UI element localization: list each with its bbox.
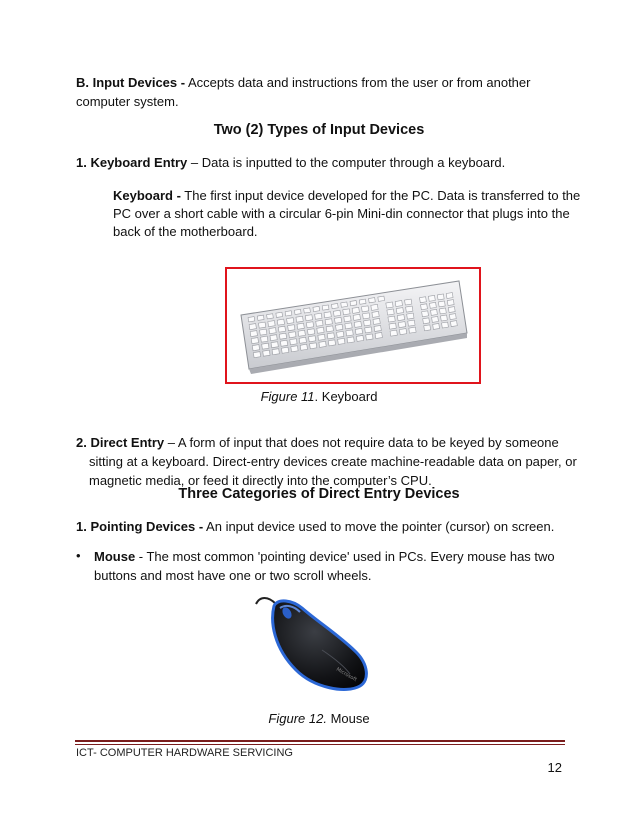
keyboard-key: [299, 337, 306, 343]
page-number: 12: [547, 760, 562, 775]
keyboard-key: [366, 334, 373, 340]
keyboard-key: [261, 336, 268, 342]
keyboard-key: [353, 314, 360, 320]
keyboard-key: [352, 307, 359, 313]
keyboard-key: [364, 320, 371, 326]
keyboard-key: [307, 329, 314, 335]
keyboard-key: [375, 332, 382, 338]
keyboard-key: [318, 334, 325, 340]
keyboard-key: [252, 345, 259, 351]
keyboard-key: [347, 337, 354, 343]
item-pointing-text: An input device used to move the pointer (cursor) on screen.: [203, 519, 555, 534]
keyboard-key: [251, 338, 258, 344]
keyboard-key: [441, 315, 448, 321]
item-keyboard-entry: [76, 153, 505, 172]
keyboard-key: [326, 326, 333, 332]
keyboard-key: [428, 295, 435, 301]
keyboard-key: [405, 299, 412, 305]
keyboard-key: [279, 333, 286, 339]
keyboard-key: [248, 317, 255, 322]
keyboard-key: [298, 330, 305, 336]
keyboard-key: [263, 350, 270, 356]
keyboard-key: [324, 312, 331, 318]
figure-12-label: Figure 12.: [268, 711, 327, 726]
item-direct-entry-line1: [76, 433, 564, 452]
keyboard-key: [336, 324, 343, 330]
keyboard-key: [280, 340, 287, 346]
keyboard-key: [407, 313, 414, 319]
keyboard-key: [250, 331, 257, 337]
keyboard-key: [389, 323, 396, 329]
keyboard-key: [315, 313, 322, 319]
keyboard-key: [291, 346, 298, 352]
keyboard-key: [278, 326, 285, 332]
keyboard-desc-line3: back of the motherboard.: [113, 224, 258, 239]
keyboard-key: [433, 323, 440, 329]
keyboard-key: [449, 314, 456, 320]
keyboard-key: [258, 322, 265, 328]
mouse-bullet: •: [76, 548, 81, 563]
keyboard-key: [450, 321, 457, 327]
keyboard-key: [331, 303, 338, 308]
keyboard-key: [305, 315, 312, 321]
keyboard-key: [296, 316, 303, 322]
keyboard-key: [253, 352, 260, 358]
keyboard-key: [257, 315, 264, 320]
keyboard-key: [388, 316, 395, 322]
keyboard-key: [277, 319, 284, 325]
keyboard-key: [395, 301, 402, 307]
keyboard-key: [406, 306, 413, 312]
section-b-text: Accepts data and instructions from the user or from another: [185, 75, 531, 90]
keyboard-key: [421, 304, 428, 310]
keyboard-key: [300, 344, 307, 350]
keyboard-key: [369, 298, 376, 303]
item-direct-entry-label: 2. Direct Entry: [76, 435, 165, 450]
figure-12-text: Mouse: [326, 711, 370, 726]
keyboard-key: [270, 335, 277, 341]
keyboard-image: [227, 269, 479, 382]
keyboard-key: [446, 293, 453, 299]
keyboard-key: [325, 319, 332, 325]
item-direct-entry-text1: – A form of input that does not require data to be keyed by someone: [164, 435, 559, 450]
keyboard-key: [346, 330, 353, 336]
keyboard-key: [328, 340, 335, 346]
keyboard-key: [287, 318, 294, 324]
keyboard-key: [294, 309, 301, 314]
keyboard-key: [310, 343, 317, 349]
item-keyboard-entry-text: – Data is inputted to the computer through a keyboard.: [187, 155, 506, 170]
keyboard-key: [448, 307, 455, 313]
footer-title: ICT- COMPUTER HARDWARE SERVICING: [76, 747, 293, 759]
mouse-desc-text1: - The most common 'pointing device' used in PCs. Every mouse has two: [135, 549, 555, 564]
keyboard-key: [355, 328, 362, 334]
keyboard-key: [249, 324, 256, 330]
keyboard-key: [290, 339, 297, 345]
heading-input-types: Two (2) Types of Input Devices: [213, 122, 425, 138]
keyboard-figure-frame: [225, 267, 481, 384]
keyboard-key: [304, 308, 311, 313]
keyboard-key: [447, 300, 454, 306]
keyboard-key: [372, 311, 379, 317]
keyboard-key: [439, 308, 446, 314]
keyboard-key: [316, 320, 323, 326]
mouse-image: [252, 590, 376, 702]
keyboard-key: [423, 318, 430, 324]
keyboard-key: [442, 322, 449, 328]
keyboard-desc-line1: [113, 186, 580, 205]
keyboard-key: [322, 305, 329, 310]
item-pointing-label: 1. Pointing Devices -: [76, 519, 204, 534]
keyboard-key: [344, 316, 351, 322]
keyboard-key: [356, 335, 363, 341]
keyboard-key: [285, 311, 292, 316]
keyboard-key: [271, 342, 278, 348]
keyboard-key: [365, 327, 372, 333]
figure-12-caption: [0, 711, 638, 726]
keyboard-key: [341, 302, 348, 307]
keyboard-key: [371, 304, 378, 310]
keyboard-key: [396, 308, 403, 314]
keyboard-key: [272, 349, 279, 355]
keyboard-key: [281, 347, 288, 353]
keyboard-key: [313, 306, 320, 311]
keyboard-key: [333, 310, 340, 316]
keyboard-key: [317, 327, 324, 333]
keyboard-key: [399, 329, 406, 335]
keyboard-key: [337, 331, 344, 337]
keyboard-key: [408, 320, 415, 326]
keyboard-key: [297, 323, 304, 329]
keyboard-desc-text1: The first input device developed for the PC. Data is transferred to the: [180, 188, 581, 203]
keyboard-key: [387, 309, 394, 315]
keyboard-key: [308, 336, 315, 342]
keyboard-key: [260, 329, 267, 335]
keyboard-key: [288, 325, 295, 331]
keyboard-key: [361, 306, 368, 312]
keyboard-key: [262, 343, 269, 349]
keyboard-key: [350, 301, 357, 306]
item-keyboard-entry-label: 1. Keyboard Entry: [76, 155, 188, 170]
keyboard-key: [363, 313, 370, 319]
keyboard-key: [267, 314, 274, 319]
item-direct-entry-line3: magnetic media, or feed it directly into the computer’s CPU.: [89, 473, 432, 488]
keyboard-key: [306, 322, 313, 328]
keyboard-key: [269, 328, 276, 334]
keyboard-desc-line2: PC over a short cable with a circular 6-pin Mini-din connector that plugs into the: [113, 206, 570, 221]
footer-rule-thick: [75, 740, 565, 742]
keyboard-key: [334, 317, 341, 323]
keyboard-key: [386, 302, 393, 308]
keyboard-key: [359, 299, 366, 304]
keyboard-key: [420, 297, 427, 303]
keyboard-key: [378, 296, 385, 301]
mouse-desc-line1: [94, 547, 564, 566]
mouse-desc-line2: buttons and most have one or two scroll wheels.: [94, 568, 372, 583]
svg-text:Microsoft: Microsoft: [335, 666, 358, 684]
keyboard-key: [438, 301, 445, 307]
keyboard-key: [319, 341, 326, 347]
heading-direct-entry-categories: Three Categories of Direct Entry Devices: [178, 486, 460, 502]
keyboard-key: [327, 333, 334, 339]
mouse-label: Mouse: [94, 549, 136, 564]
keyboard-key: [373, 318, 380, 324]
figure-11-text: . Keyboard: [314, 389, 378, 404]
section-b-line2: computer system.: [76, 94, 179, 109]
keyboard-key: [431, 309, 438, 315]
section-b-label: B. Input Devices -: [76, 75, 186, 90]
keyboard-key: [422, 311, 429, 317]
keyboard-key: [289, 332, 296, 338]
keyboard-key: [429, 302, 436, 308]
keyboard-key: [398, 322, 405, 328]
keyboard-desc-label: Keyboard -: [113, 188, 181, 203]
keyboard-key: [437, 294, 444, 300]
keyboard-key: [432, 316, 439, 322]
keyboard-key: [397, 315, 404, 321]
keyboard-key: [354, 321, 361, 327]
figure-11-label: Figure 11: [260, 389, 315, 404]
section-b-line1: [76, 73, 530, 92]
keyboard-key: [424, 325, 431, 331]
keyboard-key: [390, 330, 397, 336]
keyboard-key: [345, 323, 352, 329]
keyboard-key: [268, 321, 275, 327]
keyboard-key: [276, 312, 283, 317]
keyboard-key: [343, 309, 350, 315]
keyboard-key: [338, 338, 345, 344]
keyboard-key: [409, 327, 416, 333]
item-direct-entry-line2: sitting at a keyboard. Direct-entry devices create machine-readable data on paper, or: [89, 454, 577, 469]
item-pointing-devices: [76, 517, 554, 536]
keyboard-key: [374, 325, 381, 331]
footer-rule-thin: [75, 744, 565, 745]
figure-11-caption: [0, 389, 638, 404]
